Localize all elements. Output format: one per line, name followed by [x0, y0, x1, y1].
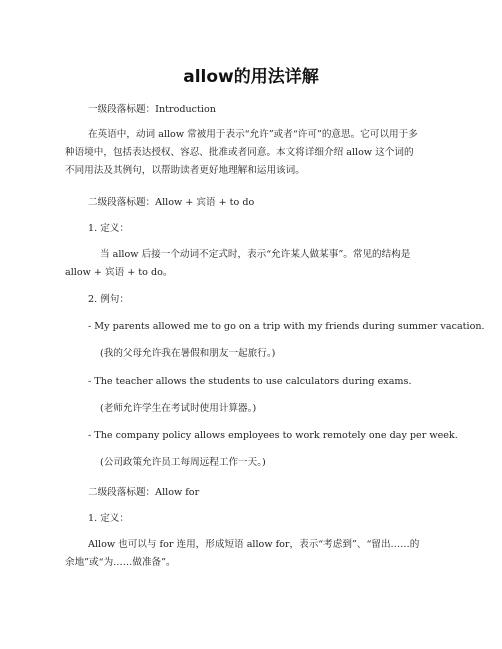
- heading-level1: 一级段落标题：Introduction: [88, 104, 216, 115]
- example-2-english: - The teacher allows the students to use calculators during exams.: [88, 376, 412, 387]
- definition-line-2: allow + 宾语 + to do。: [65, 267, 173, 278]
- intro-line-2: 种语境中，包括表达授权、容忍、批准或者同意。本文将详细介绍 allow 这个词的: [65, 147, 414, 158]
- definition-2-line-1: Allow 也可以与 for 连用，形成短语 allow for，表示“考虑到”、“留出……的: [88, 539, 420, 550]
- example-2-chinese: (老师允许学生在考试时使用计算器。): [100, 403, 257, 414]
- document-title: allow的用法详解: [183, 67, 319, 87]
- example-1-english: - My parents allowed me to go on a trip with my friends during summer vacation.: [88, 321, 485, 332]
- definition-line-1: 当 allow 后接一个动词不定式时，表示“允许某人做某事”。常见的结构是: [100, 249, 411, 260]
- example-3-english: - The company policy allows employees to work remotely one day per week.: [88, 430, 458, 441]
- heading-level2-allow-for: 二级段落标题：Allow for: [88, 487, 200, 498]
- examples-label: 2. 例句：: [88, 294, 129, 305]
- example-1-chinese: (我的父母允许我在暑假和朋友一起旅行。): [100, 348, 276, 359]
- definition-label: 1. 定义：: [88, 223, 129, 234]
- definition-2-label: 1. 定义：: [88, 513, 129, 524]
- intro-line-3: 不同用法及其例句，以帮助读者更好地理解和运用该词。: [65, 165, 305, 176]
- heading-level2-allow-to-do: 二级段落标题：Allow + 宾语 + to do: [88, 197, 255, 208]
- example-3-chinese: (公司政策允许员工每周远程工作一天。): [100, 457, 266, 468]
- definition-2-line-2: 余地”或“为……做准备”。: [65, 557, 176, 568]
- intro-line-1: 在英语中，动词 allow 常被用于表示“允许”或者“许可”的意思。它可以用于多: [88, 129, 418, 140]
